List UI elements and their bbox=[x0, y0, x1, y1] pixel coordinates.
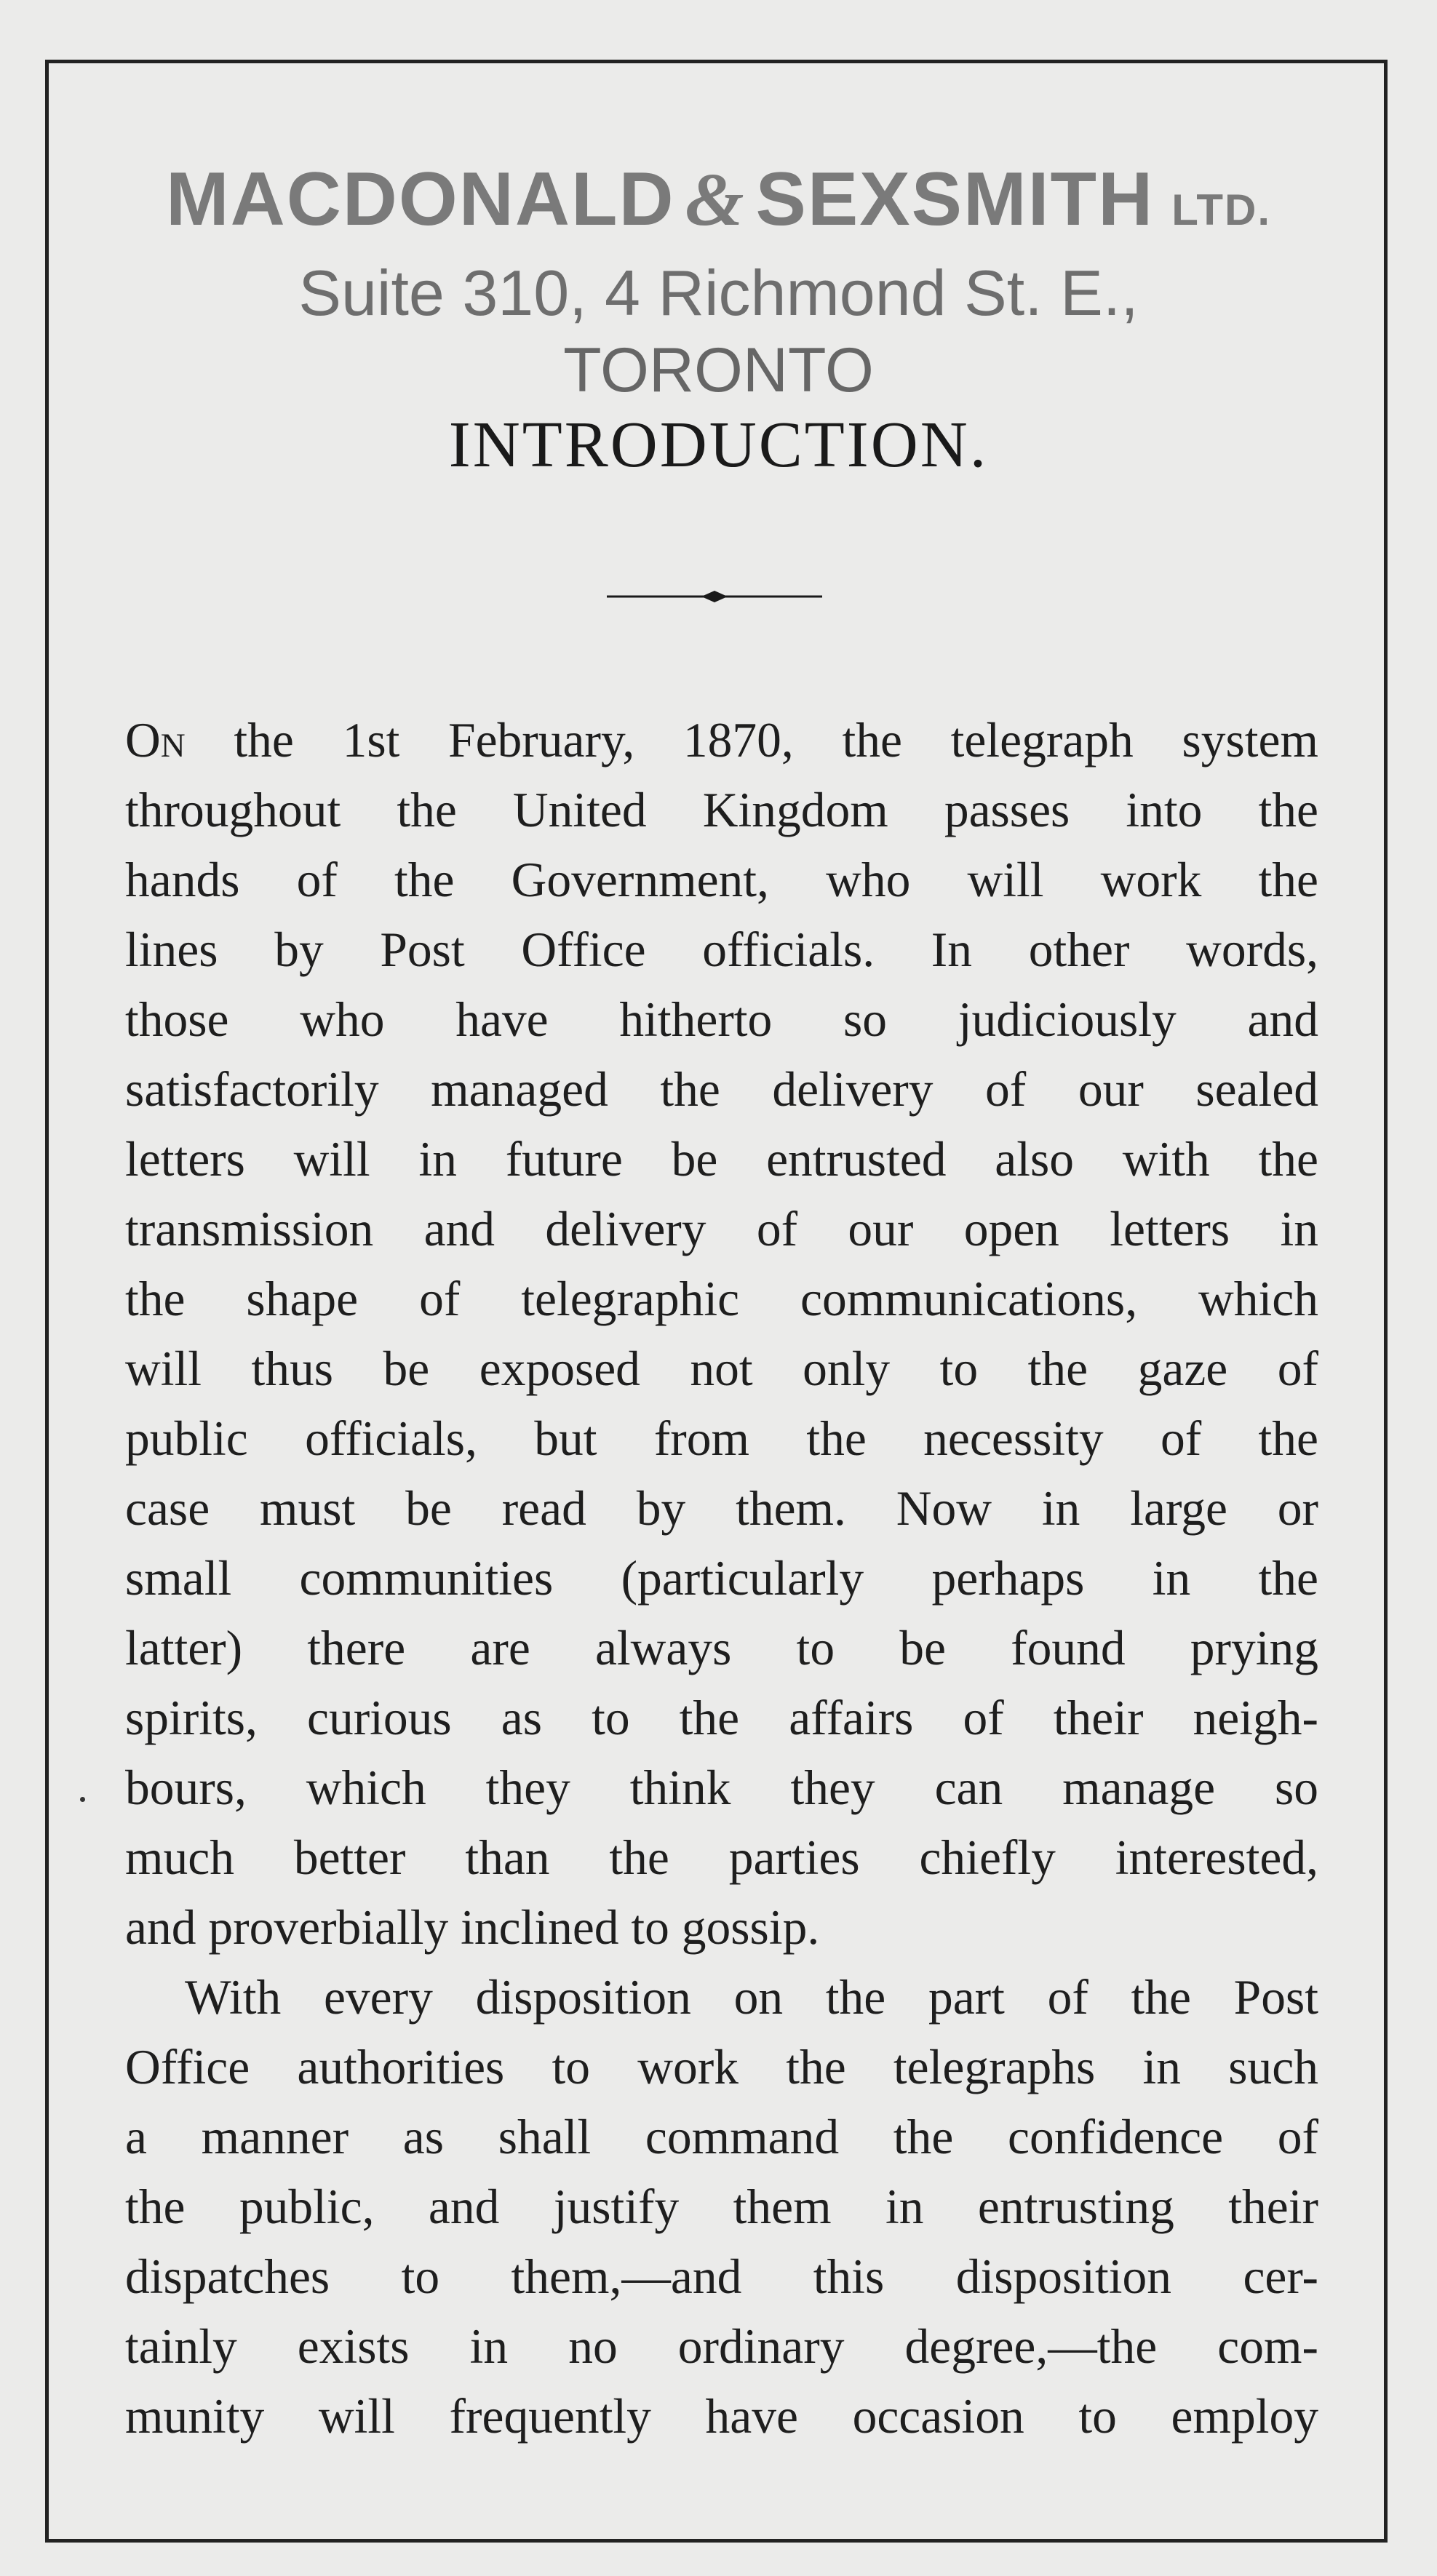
stamp-address: Suite 310, 4 Richmond St. E., bbox=[298, 257, 1139, 329]
stamp-name-main: MACDONALD bbox=[165, 157, 675, 242]
paragraph-2-line: munity will frequently have occasion to employ bbox=[125, 2389, 1318, 2444]
stamp-name-second: SEXSMITH bbox=[755, 157, 1155, 242]
paragraph-2-line: dispatches to them,—and this disposition cer- bbox=[125, 2249, 1318, 2304]
paragraph-1-line: satisfactorily managed the delivery of our sealed bbox=[125, 1062, 1318, 1117]
paragraph-1-line: will thus be exposed not only to the gaze of bbox=[125, 1341, 1318, 1396]
paragraph-2-line: the public, and justify them in entrusting their bbox=[125, 2180, 1318, 2234]
paragraph-1-line: letters will in future be entrusted also with the bbox=[125, 1132, 1318, 1187]
paragraph-1-line: the shape of telegraphic communications, which bbox=[125, 1272, 1318, 1326]
stamp-city: TORONTO bbox=[563, 335, 874, 405]
stray-ink-dot bbox=[80, 1797, 85, 1802]
page-title: INTRODUCTION. bbox=[448, 409, 989, 481]
drop-lead: On bbox=[125, 713, 186, 767]
paragraph-1-line: bours, which they think they can manage so bbox=[125, 1760, 1318, 1815]
stamp-ltd: LTD. bbox=[1171, 186, 1272, 234]
stamp-ampersand: & bbox=[685, 158, 746, 242]
paragraph-1-line: case must be read by them. Now in large or bbox=[125, 1481, 1318, 1536]
stamp-company-name bbox=[0, 156, 1437, 243]
paragraph-2-line: With every disposition on the part of the Post bbox=[185, 1970, 1318, 2025]
paragraph-1-line: transmission and delivery of our open letters in bbox=[125, 1202, 1318, 1256]
paragraph-2-line: tainly exists in no ordinary degree,—the com- bbox=[125, 2319, 1318, 2374]
paragraph-1-line: lines by Post Office officials. In other words, bbox=[125, 922, 1318, 977]
paragraph-1-line: and proverbially inclined to gossip. bbox=[125, 1900, 820, 1955]
paragraph-1-line: spirits, curious as to the affairs of their neigh- bbox=[125, 1691, 1318, 1745]
paragraph-1-line-0: On the 1st February, 1870, the telegraph system bbox=[125, 713, 1318, 767]
paragraph-2-line: a manner as shall command the confidence of bbox=[125, 2110, 1318, 2164]
paragraph-1-line: throughout the United Kingdom passes into the bbox=[125, 783, 1318, 837]
paragraph-1 bbox=[125, 706, 1318, 1963]
paragraph-1-line: much better than the parties chiefly interested, bbox=[125, 1830, 1318, 1885]
paragraph-1-line: those who have hitherto so judiciously and bbox=[125, 992, 1318, 1047]
body-text bbox=[125, 706, 1318, 2452]
paragraph-2 bbox=[125, 1963, 1318, 2452]
paragraph-1-line: small communities (particularly perhaps in the bbox=[125, 1551, 1318, 1606]
paragraph-1-line: hands of the Government, who will work the bbox=[125, 853, 1318, 907]
paragraph-1-line: latter) there are always to be found prying bbox=[125, 1621, 1318, 1675]
ornament-divider bbox=[605, 588, 824, 605]
paragraph-2-line: Office authorities to work the telegraphs in such bbox=[125, 2040, 1318, 2094]
paragraph-1-line: public officials, but from the necessity of the bbox=[125, 1411, 1318, 1466]
